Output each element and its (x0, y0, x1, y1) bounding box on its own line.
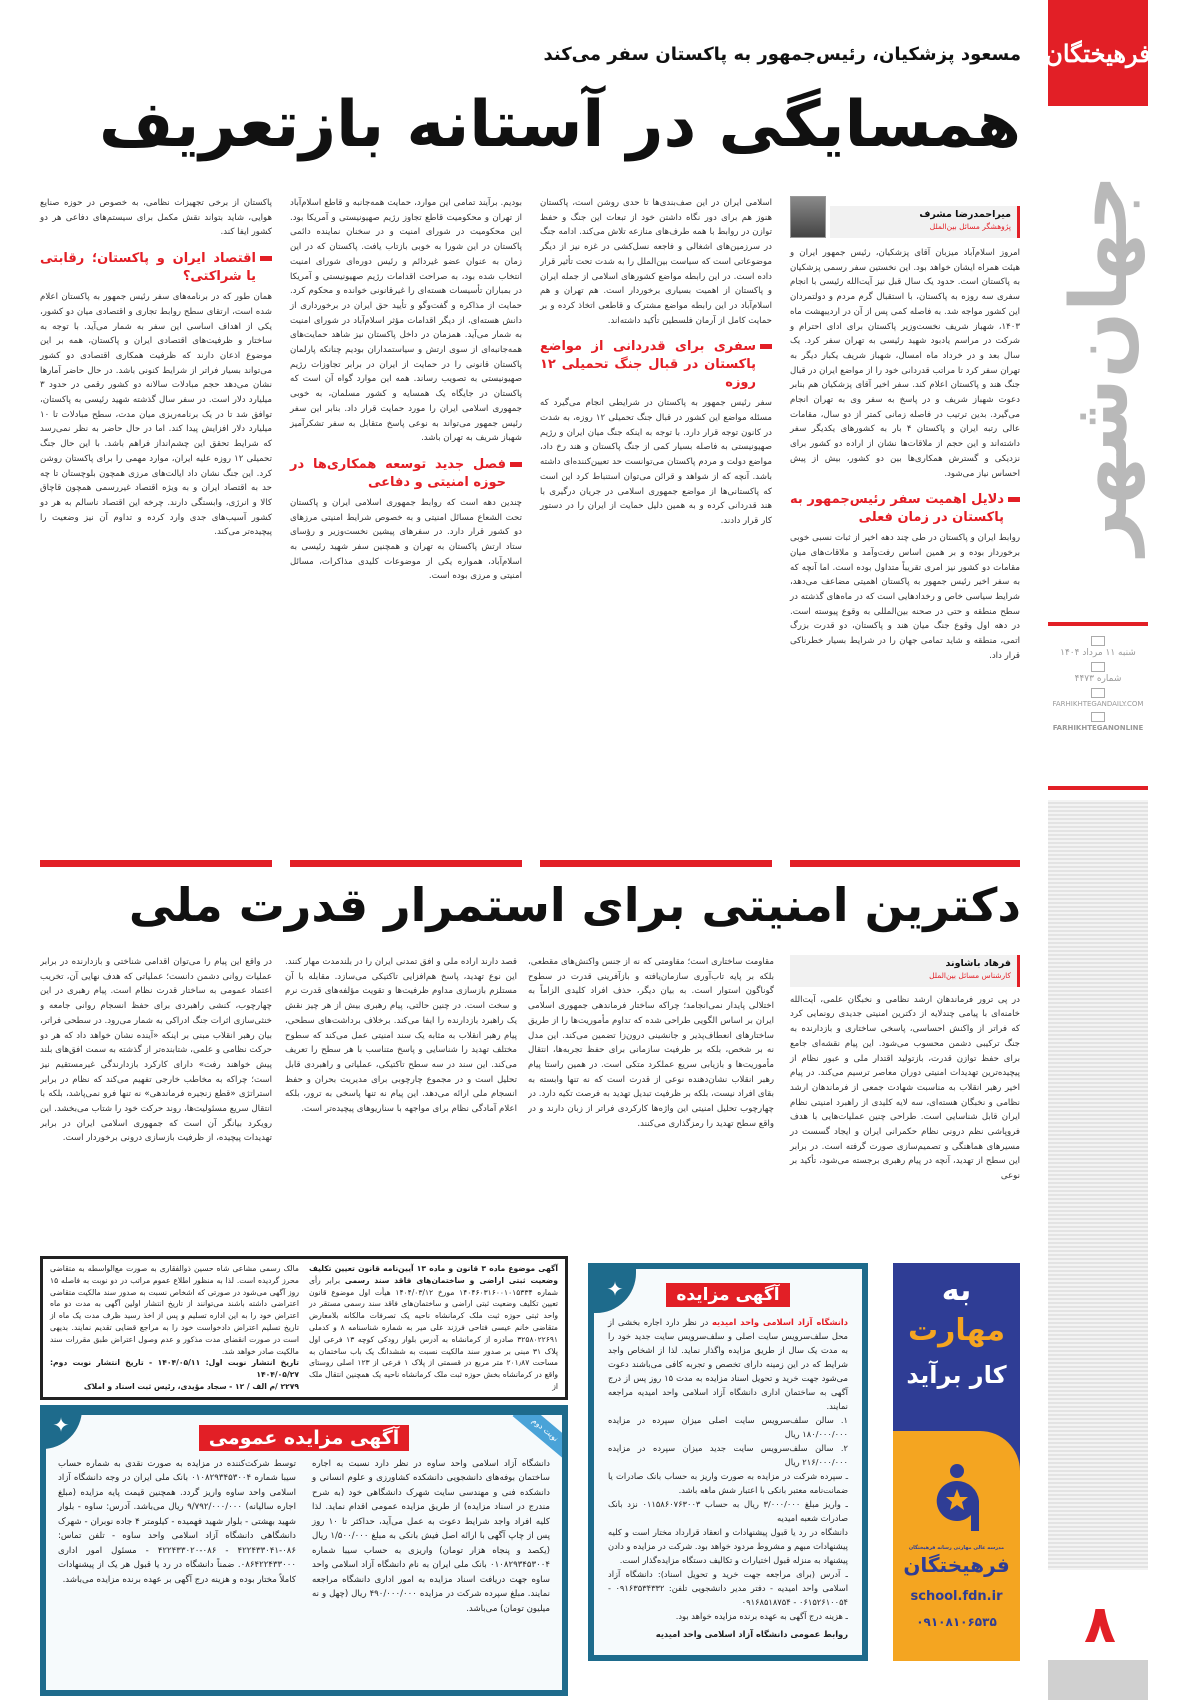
calendar-icon (1091, 636, 1105, 646)
ad-item: ۲. سالن سلف‌سرویس سایت جدید میزان سپرده در مزایده ۲۱۶/۰۰۰/۰۰۰ ریال (608, 1443, 848, 1467)
ad-line: مهارت (907, 1313, 1006, 1348)
ad-item: دانشگاه در رد یا قبول پیشنهادات و انعقاد قرارداد مختار است و کلیه پیشنهادات مبهم و مشروط مردود خواهد بود. شرکت در مزایده و دادن پیشنهاد به منزله قبول اختیارات و تکالیف دستگاه مزایده‌گذار است. (608, 1527, 848, 1565)
author-role: پژوهشگر مسائل بین‌الملل (929, 222, 1011, 232)
paragraph: مقاومت ساختاری است؛ مقاومتی که نه از جنس واکنش‌های مقطعی، بلکه بر پایه تاب‌آوری سازمان‌یافته و بازآفرینی قدرت در سطوح گوناگون استوار است. به بیان دیگر، حذف افراد کلیدی الزاماً به اختلالی پایدار نمی‌انجامد؛ چراکه ساختار فرماندهی جمهوری اسلامی ایران بر اساس الگویی طراحی شده که تداوم مأموریت‌ها را از طریق ساختارهای انعطاف‌پذیر و جانشینی درون‌زا تضمین می‌کند. این مدل نه بر شخص، بلکه بر ظرفیت سازمانی برای حفظ تجربه‌ها، انتقال مأموریت‌ها و بازیابی سریع عملکرد متکی است. در همین راستا پیام رهبر انقلاب نشان‌دهنده نوعی از قدرت است که نه تنها وابسته به بقای افراد نیست، بلکه بر ظرفیت تبدیل تهدید به فرصت تکیه دارد. در چهارچوب تحلیل امنیتی این واژه‌ها کارکردی فراتر از زبان دارند و در واقع سطح تهدید را رمزگذاری می‌کنند. (528, 957, 774, 1129)
paragraph: امروز اسلام‌آباد میزبان آقای پزشکیان، رئیس جمهور ایران و هیئت همراه ایشان خواهد بود. این نخستین سفر رسمی پزشکیان به پاکستان است. حدود یک سال قبل نیز آیت‌الله رئیسی با انجام سفری سه روزه به پاکستان، با استقبال گرم مردم و دولتمردان این کشور مواجه شد. به فاصله کمی پس از آن در اردیبهشت ماه ۱۴۰۳، شهباز شریف نخست‌وزیر پاکستان برای ادای احترام و شرکت در مراسم یادبود شهید رئیسی به تهران سفر کرد. یک سال بعد و در خرداد ماه امسال، شهباز شریف یکبار دیگر به تهران سفر کرد تا مراتب قدردانی خود را از مواضع ایران در قبال جنگ هند و پاکستان اعلام کند. سفر اخیر آقای پزشکیان هم بنابر دعوت شهباز شریف و در پاسخ به سفر وی به تهران انجام می‌گیرد. بدین ترتیب در فاصله زمانی کمتر از دو سال، مقامات عالی رتبه ایران و پاکستان ۴ بار به کشورهای یکدیگر سفر داشته‌اند و این حجم از ملاقات‌ها نشان از اراده دو کشور برای نزدیکی و گسترش همکاری‌ها بین دو کشور، بیش از پیش احساس نیاز می‌شود. (790, 248, 1021, 479)
ad-item: ۱. سالن سلف‌سرویس سایت اصلی میزان سپرده در مزایده ۱۸۰/۰۰۰/۰۰۰ ریال (608, 1415, 848, 1439)
ad-item: ـ هزینه درج آگهی به عهده برنده مزایده خواهد بود. (675, 1611, 848, 1621)
paragraph: قصد دارند اراده ملی و افق تمدنی ایران را در بلندمدت مهار کنند. این نوع تهدید، پاسخ هم‌افزایی تاکتیکی می‌سازد. مقابله با آن مستلزم بازسازی مداوم ظرفیت‌ها و تقویت مؤلفه‌های قدرت نرم و سخت است. در چنین حالتی، پیام رهبری بیش از هر چیز نقش یک راهبرد بازدارنده را ایفا می‌کند. برخلاف برداشت‌های سطحی، پیام رهبر انقلاب به مثابه یک سند امنیتی عمل می‌کند که سطوح مختلف تهدید را شناسایی و پاسخ متناسب با هر سطح را تعریف می‌کند. این سند در سه سطح تاکتیکی، عملیاتی و راهبردی قابل تحلیل است و در مجموع چارچوبی برای مدیریت بحران و حفظ انسجام ملی ارائه می‌دهد. این پیام نه تنها پاسخی به ترور، بلکه اعلام آمادگی نظام برای مواجهه با سناریوهای پیچیده‌تر است. (285, 957, 517, 1115)
subheading: فصل جدید توسعه همکاری‌ها در حوزه امنیتی و دفاعی (290, 456, 522, 492)
author-name: فرهاد باشاوند (945, 958, 1011, 969)
website-link[interactable]: FARHIKHTEGANDAILY.COM (1052, 700, 1144, 708)
ad-brand-caption: مدرسه عالی مهارتی رسانه فرهیختگان (908, 1545, 1005, 1551)
article-column (790, 955, 1020, 1195)
author-box (790, 196, 1020, 238)
article-column (528, 955, 774, 1195)
issue-number: شماره ۴۴۷۳ (1074, 674, 1122, 684)
ad-item: ـ آدرس (برای مراجعه جهت خرید و تحویل اسناد): دانشگاه آزاد اسلامی واحد امیدیه - دفتر مدیر دانشجویی تلفن: ۰۹۱۶۳۵۳۴۳۳۲ - ۰۶۱۵۲۶۱۰۰۵۴ - ۰۹۱۶۸۵۱۸۷۵۴ (608, 1569, 848, 1607)
article-column (290, 196, 522, 856)
divider (40, 860, 272, 867)
left-ads-column (40, 1256, 568, 1696)
paragraph: پاکستان از برخی تجهیزات نظامی، به خصوص در حوزه صنایع هوایی، شاید بتواند نقش مکمل برای سیستم‌های دفاعی هر دو کشور ایفا کند. (40, 198, 272, 238)
article-column (285, 955, 517, 1195)
ad-body: دانشگاه آزاد اسلامی واحد امیدیه در نظر دارد اجاره بخشی از محل سلف‌سرویس سایت اصلی و سلف‌سرویس سایت جدید خود را به مدت یک سال از طریق مزایده واگذار نماید. لذا از اشخاص واجد شرایط که در این زمینه دارای تخصص و تجربه کافی می‌باشند دعوت می‌شود جهت خرید و تحویل اسناد مزایده به مدت ۱۵ روز پس از درج آگهی به ساختمان اداری دانشگاه آزاد اسلامی واحد امیدیه مراجعه نمایند. (608, 1317, 848, 1411)
page-number: ۸ (1084, 1595, 1116, 1655)
ad-signature: روابط عمومی دانشگاه آزاد اسلامی واحد امیدیه (655, 1629, 848, 1639)
ad-org: دانشگاه آزاد اسلامی واحد امیدیه (712, 1317, 848, 1327)
paragraph: سفر رئیس جمهور به پاکستان در شرایطی انجام می‌گیرد که مسئله مواضع این کشور در قبال جنگ تحمیلی ۱۲ روزه، به شدت در کانون توجه قرار دارد. با توجه به اینکه جنگ میان ایران و رژیم صهیونیستی به فاصله بسیار کمی از جنگ پاکستان و هند رخ داد، مواضع دولت و مردم پاکستان می‌توانست حد تعیین‌کننده‌ای داشته باشد. آنچه که از شواهد و قرائن می‌توان استنباط کرد این است که پاکستانی‌ها از مواضع جمهوری اسلامی در جریان درگیری با هند قدردانی کرده و به همین دلیل حمایت از ایران را در دستور کار قرار دادند. (540, 398, 772, 526)
university-logo-icon: ✦ (594, 1269, 636, 1313)
social-handle[interactable]: FARHIKHTEGANONLINE (1052, 724, 1144, 732)
subheading: دلایل اهمیت سفر رئیس‌جمهور به پاکستان در زمان فعلی (790, 491, 1020, 527)
article-column (40, 955, 272, 1195)
ad-body: مالک رسمی مشاعی شاه حسین ذوالفقاری به صورت مع‌الواسطه به متقاضی محرز گردیده است. لذا به منظور اطلاع عموم مراتب در دو نوبت به فاصله ۱۵ روز آگهی می‌شود در صورتی که اشخاص نسبت به صدور سند مالکیت متقاضی اعتراضی داشته باشند می‌توانند از تاریخ انتشار اولین آگهی به مدت دو ماه اعتراض خود را به این اداره تسلیم و پس از اخذ رسید ظرف مدت یک ماه از تاریخ تسلیم اعتراض دادخواست خود را به مراجع قضایی تقدیم نمایند. بدیهی است در صورت انقضای مدت مذکور و عدم وصول اعتراض طبق مقررات سند مالکیت صادر خواهد شد. (50, 1264, 299, 1356)
ad-body: توسط شرکت‌کننده در مزایده به صورت نقدی به شماره حساب سیبا شماره ۰۱۰۸۲۹۳۴۵۳۰۰۴ بانک ملی ایران در وجه دانشگاه آزاد اسلامی واحد ساوه واریز گردد. همچنین قیمت پایه مزایده (مبلغ اجاره سالیانه) ۹/۷۹۲/۰۰۰/۰۰۰ ریال می‌باشد. آدرس: ساوه - بلوار شهید بهشتی - بلوار شهید فهمیده - کیلومتر ۴ جاده نوبران - شهرک دانشگاهی دانشگاه آزاد اسلامی واحد ساوه - تلفن تماس: ۰۸۶-۴۲۲۴۳۳۰۴۱ - ۰۸۶-۴۲۲۴۳۳۰۲۰ - مسئول امور اداری ۰۸۶۴۲۲۴۳۳۰۰۰. ضمناً دانشگاه در رد یا قبول هر یک از پیشنهادات کاملاً مختار بوده و هزینه درج آگهی بر عهده برنده مزایده می‌باشد. (58, 1458, 296, 1585)
daily-icon (1091, 662, 1105, 672)
ad-url[interactable]: school.fdn.ir (910, 1589, 1003, 1604)
author-name: میراحمدرضا مشرف (919, 209, 1011, 221)
paragraph: روابط ایران و پاکستان در طی چند دهه اخیر از ثبات نسبی خوبی برخوردار بوده و بر همین اساس رفت‌وآمد و ملاقات‌های میان مقامات دو کشور نیز امری تقریباً متداول بوده است. اما آنچه که به سفر اخیر رئیس جمهور به پاکستان اهمیتی مضاعف می‌دهد، شرایط سیاسی خاص و رخدادهایی است که در ماه‌های گذشته در سطح منطقه و حتی در صحنه بین‌المللی به وقوع پیوسته است. در دهه اول وقوع جنگ میان هند و پاکستان، دو قدرت بزرگ اتمی، منطقه و شاید تمامی جهان را در شرایط بسیار خطرناکی قرار داد. (790, 533, 1020, 661)
ad-item: ـ واریز مبلغ ۳/۰۰۰/۰۰۰ ریال به حساب ۰۱۱۵۸۶۰۷۶۳۰۰۳ نزد بانک صادرات شعبه امیدیه (608, 1499, 848, 1523)
university-logo-icon: ✦ (40, 1405, 82, 1449)
social-icon (1091, 712, 1105, 722)
ad-title: آگهی موضوع ماده ۳ قانون و ماده ۱۳ آیین‌نامه قانون تعیین تکلیف وضعیت ثبتی اراضی و ساختمان‌های فاقد سند رسمی (309, 1264, 558, 1285)
ad-legal-notice (40, 1256, 568, 1400)
ad-public-auction (40, 1405, 568, 1696)
author-role: کارشناس مسائل بین‌الملل (929, 971, 1011, 980)
ad-auction (588, 1263, 868, 1661)
paragraph: همان طور که در برنامه‌های سفر رئیس جمهور به پاکستان اعلام شده است، ارتقای سطح روابط تجاری و اقتصادی میان دو کشور، یکی از اهداف اساسی این سفر به شمار می‌آید. با توجه به ساختار و ظرفیت‌های اقتصادی ایران و پاکستان، همه بر این موضوع اذعان دارند که ظرفیت همکاری اقتصادی دو کشور می‌تواند بسیار فراتر از شرایط کنونی باشد. در حال حاضر آمارها نشان می‌دهد حجم مبادلات سالانه دو کشور رقمی در حدود ۳ میلیارد دلار است. در سفر سال گذشته شهید رئیسی به پاکستان، توافق شد تا در یک برنامه‌ریزی میان مدت، سطح مبادلات تا ۱۰ میلیارد دلار افزایش پیدا کند. اما در حال حاضر به نظر نمی‌رسد که شرایط تحقق این چشم‌انداز فراهم باشد. با این حال جنگ تحمیلی ۱۲ روزه علیه ایران، موارد مهمی را برای پاکستان روشن کرد. این جنگ نشان داد ایالت‌های مرزی همچون بلوچستان تا چه حد به اقتصاد ایران و به ویژه اقتصاد غیررسمی همچون قاچاق کالا و انرژی، وابستگی دارند. چرخه این اقتصاد ناسالم به هر دو کشور آسیب‌های جدی وارد کرده و تداوم آن نیز وضعیت را پیچیده‌تر می‌کند. (40, 292, 272, 538)
ad-body: دانشگاه آزاد اسلامی واحد ساوه در نظر دارد نسبت به اجاره ساختمان بوفه‌های دانشجویی دانشکده کشاورزی و علوم انسانی و دانشکده فنی و مهندسی سایت شهرک دانشگاهی خود (به شرح مندرج در اسناد مزایده) از طریق مزایده عمومی اقدام نماید. لذا کلیه افراد واجد شرایط دعوت به عمل می‌آید، حداکثر تا ۱۰ روز پس از چاپ آگهی با ارائه اصل فیش بانکی به مبلغ ۱/۵۰۰/۰۰۰ ریال (یکصد و پنجاه هزار تومان) واریزی به حساب سیبا شماره ۰۱۰۸۲۹۳۴۵۳۰۰۴ بانک ملی ایران به نام دانشگاه آزاد اسلامی واحد ساوه جهت دریافت اسناد مزایده به امور اداری دانشگاه مراجعه نمایند. مبلغ سپرده شرکت در مزایده ۴۹۰/۰۰۰/۰۰۰ ریال (چهل و نه میلیون تومان) می‌باشد. (312, 1458, 550, 1614)
issue-meta (1048, 632, 1148, 732)
paragraph: بودیم. برآیند تمامی این موارد، حمایت همه‌جانبه و قاطع اسلام‌آباد از تهران و محکومیت قاطع تجاوز رژیم صهیونیستی و آمریکا بود. این محکومیت در شورای امنیت و در سخنان نماینده دائمی پاکستان در این شورا به خوبی بازتاب یافت. پاکستان که در این زمان به عنوان عضو غیردائم و رئیس دوره‌ای شورای امنیت انتخاب شده بود، به صراحت اقدامات رژیم صهیونیستی و آمریکا در بمباران تأسیسات هسته‌ای را غیرقانونی خوانده و محکوم کرد. حمایت از مذاکره و گفت‌وگو و تأیید حق ایران در برخورداری از دانش هسته‌ای، از دیگر اقدامات مؤثر اسلام‌آباد در شورای امنیت به شمار می‌آید. همزمان در داخل پاکستان نیز شاهد حمایت‌های همه‌جانبه‌ای از سوی ارتش و سیاستمداران بودیم چنانکه پارلمان پاکستان قانونی را در حمایت از ایران در برابر تجاوزات رژیم صهیونیستی به تصویب رساند. همه این موارد گواه آن است که پاکستان در جایگاه یک همسایه و کشور مسلمان، به خوبی جمهوری اسلامی ایران را مورد حمایت قرار داد. بنابر این سفر رئیس جمهور می‌تواند به نوعی پاسخ متقابل به سفر تشکرآمیز شهباز شریف به تهران باشد. (290, 198, 522, 444)
divider (1048, 622, 1148, 626)
article-supertitle: مسعود پزشکیان، رئیس‌جمهور به پاکستان سفر می‌کند (543, 44, 1021, 65)
ad-title: آگهی مزایده عمومی (199, 1425, 410, 1451)
ad-skill-school[interactable] (893, 1263, 1020, 1661)
ad-title: آگهی مزایده (666, 1283, 789, 1307)
divider (790, 860, 1020, 867)
paragraph: در پی ترور فرماندهان ارشد نظامی و نخبگان علمی، آیت‌الله خامنه‌ای با پیامی چندلایه از دکترین امنیتی جدیدی رونمایی کرد که فراتر از واکنش احساسی، پاسخی ساختاری و بازدارنده به جنگ ترکیبی دشمن محسوب می‌شود. این پیام نقشه‌ای جامع برای حفظ توازن قدرت، بازتولید اقتدار ملی و عبور نظام از پیچیده‌ترین تهدیدات امنیتی دوران معاصر ترسیم می‌کند. در پیام اخیر رهبر انقلاب به مناسبت شهادت جمعی از فرماندهان ارشد نظامی و نخبگان هسته‌ای، سه لایه کلیدی از راهبرد امنیتی نظام ایران قابل شناسایی است. طراحی چنین عملیات‌هایی با هدف فروپاشی نظم درونی نظام حکمرانی ایران و ایجاد گسست در مسیرهای هماهنگی و تصمیم‌سازی صورت گرفته است. در برابر این سطح از تهدید، آنچه در پیام رهبری برجسته می‌شود، تأکید بر نوعی (790, 994, 1020, 1182)
article-headline: همسایگی در آستانه بازتعریف (99, 88, 1021, 162)
paragraph: چندین دهه است که روابط جمهوری اسلامی ایران و پاکستان تحت الشعاع مسائل امنیتی و به خصوص شرایط امنیتی مرزهای دو کشور قرار دارد. در سفرهای پیشین نخست‌وزیر و رؤسای ستاد ارتش پاکستان به تهران و همچنین سفر شهید رئیسی به اسلام‌آباد، همواره یکی از موضوعات کلیدی مذاکرات، مسائل امنیتی و مرزی بوده است. (290, 497, 522, 582)
ad-ribbon: نوبت دوم (513, 1415, 562, 1459)
web-icon (1091, 688, 1105, 698)
divider (290, 860, 522, 867)
paragraph: در واقع این پیام را می‌توان اقدامی شناختی و بازدارنده در برابر عملیات روانی دشمن دانست؛ عملیاتی که هدف نهایی آن، تخریب اعتماد عمومی به ساختار قدرت نظام است. پیام رهبری در این چهارچوب، کنشی راهبردی برای حفظ انسجام روانی جامعه و خنثی‌سازی اثرات جنگ ادراکی به شمار می‌رود. در سطحی فراتر، بیان رهبر انقلاب مبنی بر اینکه «آینده نشان خواهد داد که هر دو حرکت نظامی و علمی، شتابنده‌تر از گذشته به سمت افق‌های بلند پیش خواهند رفت» دارای کارکرد بازدارندگی غیرمستقیم نیز است؛ چراکه به مخاطب خارجی تفهیم می‌کند که نظام در برابر استراتژی «قطع زنجیره فرماندهی» نه تنها فرو نمی‌پاشد، بلکه با انتقال سریع مسئولیت‌ها، روند حرکت خود را شتاب می‌بخشد. این رویکرد بیانگر آن است که جمهوری اسلامی ایران در برابر تهدیدات پیچیده، از ظرفیت بازسازی درونی برخوردار است. (40, 957, 272, 1144)
ad-dates: تاریخ انتشار نوبت اول: ۱۴۰۴/۰۵/۱۱ - تاریخ انتشار نوبت دوم: ۱۴۰۴/۰۵/۲۷ (50, 1358, 300, 1380)
subheading: اقتصاد ایران و پاکستان؛ رقابتی یا شراکتی؟ (40, 250, 272, 286)
issue-date: شنبه ۱۱ مرداد ۱۴۰۴ (1060, 648, 1136, 658)
star-person-icon (933, 1463, 981, 1533)
article-headline: دکترین امنیتی برای استمرار قدرت ملی (128, 878, 1021, 932)
ad-signature: ۲۲۷۹ /م الف / ۱۲ - سجاد مؤیدی، رئیس ثبت اسناد و املاک (83, 1381, 299, 1391)
decorative-pattern (1048, 800, 1148, 1570)
author-photo (790, 196, 826, 238)
decorative-block (1048, 1660, 1148, 1700)
article-column (40, 196, 272, 856)
ad-body: برابر رأی شماره ۱۴۰۴۶۰۳۱۶۰۰۱۰۱۵۳۳۴ مورخ ۱۴۰۴/۰۳/۱۲ هیأت اول موضوع قانون تعیین تکلیف وضعیت ثبتی اراضی و ساختمان‌های فاقد سند رسمی مستقر در واحد ثبتی حوزه ثبت ملک کرمانشاه ناحیه یک تصرفات مالکانه بلامعارض متقاضی خانم عیسی فتاحی فرزند علی میر به شماره شناسنامه ۸ و کدملی ۳۲۵۸۰۲۲۶۹۱ صادره از کرمانشاه به آدرس بلوار رودکی کوچه ۱۳ فرعی اول پلاک ۳۱ مبنی بر صدور سند مالکیت نسبت به ششدانگ یک باب ساختمان به مساحت ۲۰۱٫۸۷ متر مربع در قسمتی از پلاک ۱ فرعی از ۱۲۳ اصلی روستای واقع در کرمانشاه بخش حوزه ثبت ملک کرمانشاه ناحیه یک همچنین انتقال ملک از (309, 1275, 559, 1391)
ad-brand: فرهیختگان (903, 1553, 1010, 1577)
subheading: سفری برای قدردانی از مواضع پاکستان در قبال جنگ تحمیلی ۱۲ روزه (540, 338, 772, 392)
divider (1048, 786, 1148, 790)
divider (540, 860, 772, 867)
section-title: جهان‌شهر (1055, 174, 1145, 556)
paragraph: اسلامی ایران در این صف‌بندی‌ها تا حدی روشن است، پاکستان هنوز هم برای دور نگاه داشتن خود از تبعات این جنگ و حفظ توازن در روابط با همه طرف‌های منازعه تلاش می‌کند. ادامه جنگ در سرزمین‌های اشغالی و فاجعه نسل‌کشی در غزه نیز از دیگر موضوعاتی است که سیاست بین‌الملل را به شدت تحت تأثیر قرار داده است. در این رابطه مواضع کشورهای اسلامی از جمله ایران و پاکستان از اهمیت بسیاری برخوردار است. هم تهران و هم اسلام‌آباد در این رابطه مواضع مشترک و قاطعی اتخاذ کرده و بر حمایت کامل از آرمان فلسطین تأکید داشته‌اند. (540, 198, 772, 326)
ad-line: به (941, 1273, 972, 1308)
newspaper-logo: فرهیختگان (1048, 0, 1148, 106)
ad-item: ـ سپرده شرکت در مزایده به صورت واریز به حساب بانک صادرات یا ضمانت‌نامه معتبر بانکی با اعتبار شش ماهه باشد. (608, 1471, 848, 1495)
article-column (540, 196, 772, 856)
article-column (790, 196, 1020, 856)
ad-phone: ۰۹۱۰۸۱۰۶۵۳۵ (916, 1615, 997, 1629)
author-box (790, 955, 1020, 987)
ad-line: کار برآید (906, 1361, 1007, 1389)
